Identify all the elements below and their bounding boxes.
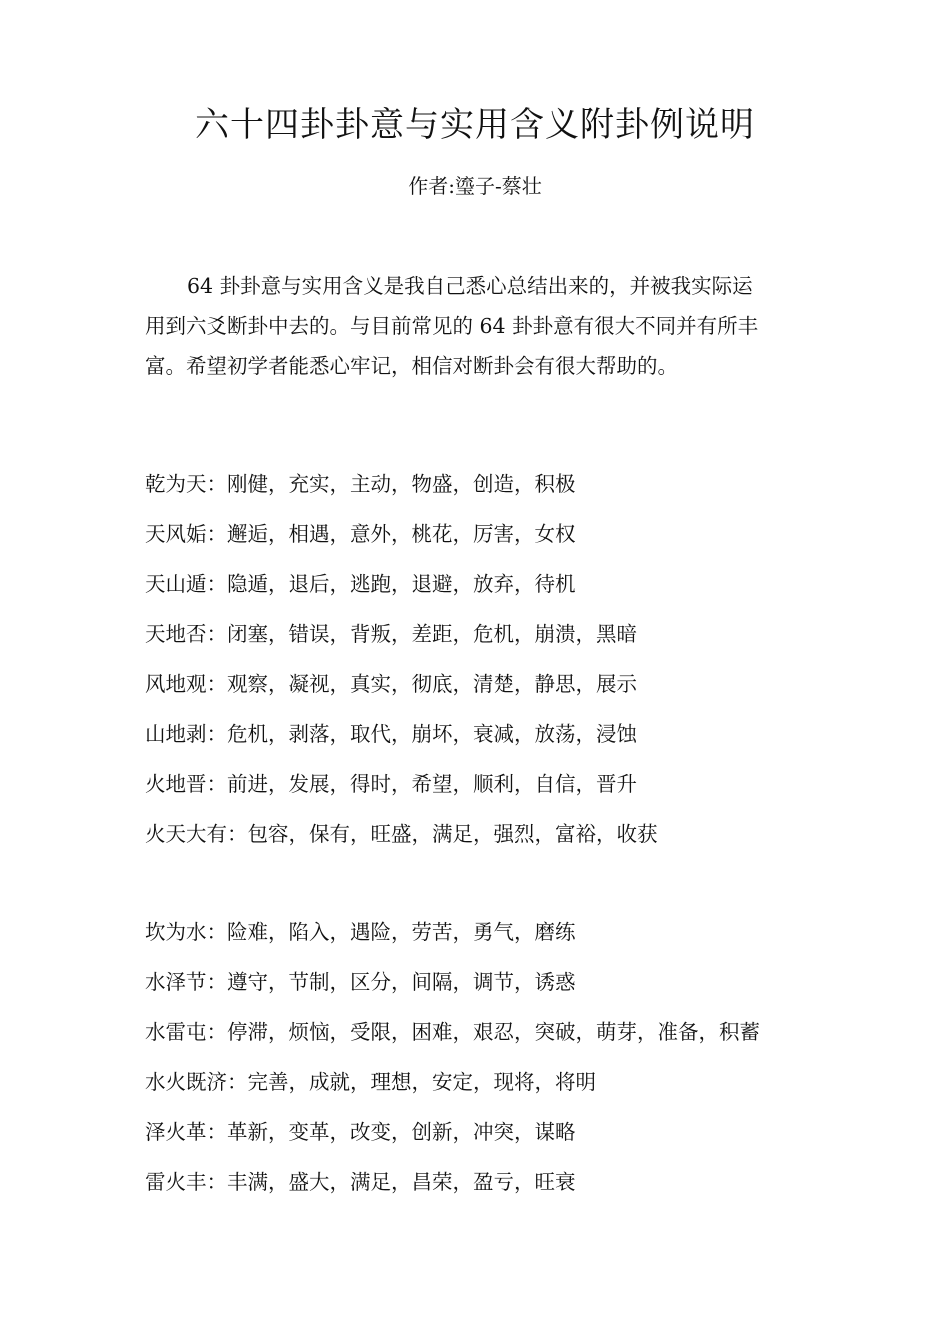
hexagram-entry: 坎为水：险难，陷入，遇险，劳苦，勇气，磨练 bbox=[145, 920, 576, 944]
hexagram-entry: 山地剥：危机，剥落，取代，崩坏，衰减，放荡，浸蚀 bbox=[145, 722, 637, 746]
hexagram-entry: 水火既济：完善，成就，理想，安定，现将，将明 bbox=[145, 1070, 596, 1094]
hexagram-entry: 天风姤：邂逅，相遇，意外，桃花，厉害，女权 bbox=[145, 522, 576, 546]
hexagram-entry: 火天大有：包容，保有，旺盛，满足，强烈，富裕，收获 bbox=[145, 822, 658, 846]
hexagram-entry: 水雷屯：停滞，烦恼，受限，困难，艰忍，突破，萌芽，准备，积蓄 bbox=[145, 1020, 760, 1044]
author-line: 作者:瑬子-蔡壮 bbox=[408, 174, 542, 198]
hexagram-group-qian bbox=[145, 465, 815, 865]
intro-line: 用到六爻断卦中去的。与目前常见的 64 卦卦意有很大不同并有所丰 bbox=[145, 314, 759, 338]
intro-line: 富。希望初学者能悉心牢记，相信对断卦会有很大帮助的。 bbox=[145, 354, 678, 378]
intro-paragraph bbox=[145, 266, 809, 386]
hexagram-group-kan bbox=[145, 913, 815, 1213]
intro-line: 64 卦卦意与实用含义是我自己悉心总结出来的，并被我实际运 bbox=[187, 274, 753, 298]
hexagram-entry: 乾为天：刚健，充实，主动，物盛，创造，积极 bbox=[145, 472, 576, 496]
hexagram-entry: 火地晋：前进，发展，得时，希望，顺利，自信，晋升 bbox=[145, 772, 637, 796]
hexagram-entry: 风地观：观察，凝视，真实，彻底，清楚，静思，展示 bbox=[145, 672, 637, 696]
document-title: 六十四卦卦意与实用含义附卦例说明 bbox=[195, 105, 755, 145]
hexagram-entry: 雷火丰：丰满，盛大，满足，昌荣，盈亏，旺衰 bbox=[145, 1170, 576, 1194]
hexagram-entry: 天山遁：隐遁，退后，逃跑，退避，放弃，待机 bbox=[145, 572, 576, 596]
hexagram-entry: 泽火革：革新，变革，改变，创新，冲突，谋略 bbox=[145, 1120, 576, 1144]
hexagram-entry: 天地否：闭塞，错误，背叛，差距，危机，崩溃，黑暗 bbox=[145, 622, 637, 646]
hexagram-entry: 水泽节：遵守，节制，区分，间隔，调节，诱惑 bbox=[145, 970, 576, 994]
